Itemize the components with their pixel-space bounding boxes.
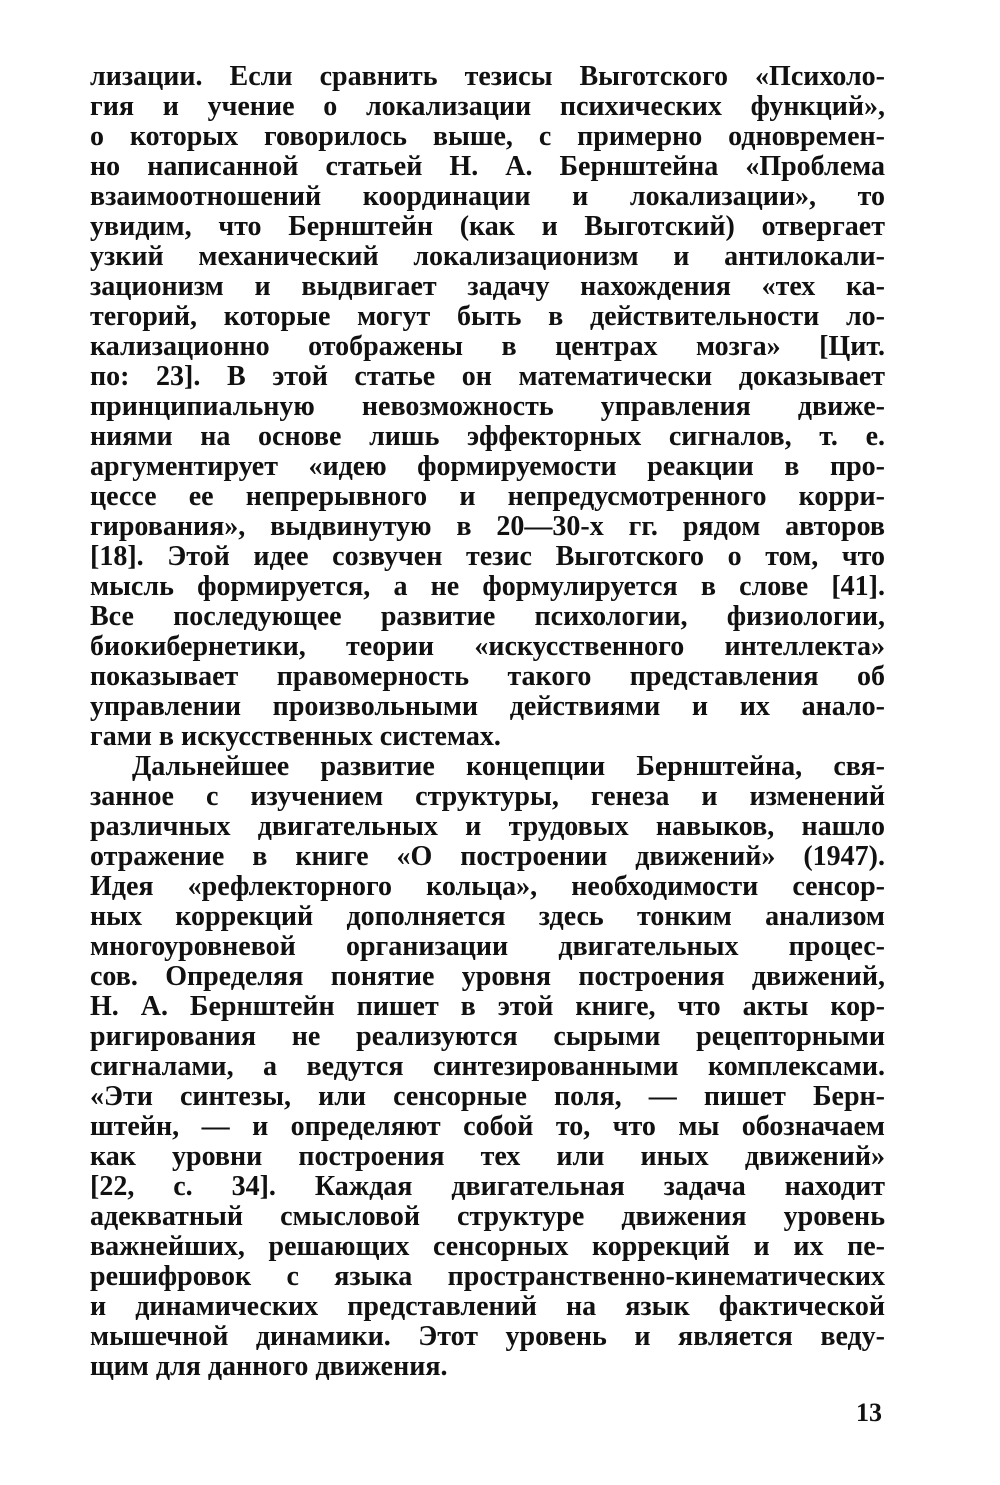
text-line: многоуровневой организации двигательных процес-: [90, 931, 885, 962]
text-line: но написанной статьей Н. А. Бернштейна «Проблема: [90, 151, 885, 182]
text-line: адекватный смысловой структуре движения уровень: [90, 1201, 885, 1232]
text-line: аргументирует «идею формируемости реакции в про-: [90, 451, 885, 482]
text-line: гирования», выдвинутую в 20—30-х гг. рядом авторов: [90, 511, 885, 542]
text-line: принципиальную невозможность управления движе-: [90, 391, 885, 422]
text-line: [22, с. 34]. Каждая двигательная задача находит: [90, 1171, 885, 1202]
text-line: щим для данного движения.: [90, 1351, 448, 1382]
text-line: ных коррекций дополняется здесь тонким анализом: [90, 901, 885, 932]
text-line: лизации. Если сравнить тезисы Выготского «Психоло-: [90, 61, 885, 92]
text-line: различных двигательных и трудовых навыков, нашло: [90, 811, 885, 842]
text-line: увидим, что Бернштейн (как и Выготский) отвергает: [90, 211, 885, 242]
text-line: показывает правомерность такого представления об: [90, 661, 885, 692]
text-line: отражение в книге «О построении движений» (1947).: [90, 841, 885, 872]
text-line: сигналами, а ведутся синтезированными комплексами.: [90, 1051, 885, 1082]
text-line: сов. Определяя понятие уровня построения движений,: [90, 961, 885, 992]
text-line: штейн, — и определяют собой то, что мы обозначаем: [90, 1111, 885, 1142]
text-line: тегорий, которые могут быть в действительности ло-: [90, 301, 885, 332]
text-line: Все последующее развитие психологии, физиологии,: [90, 601, 885, 632]
text-line: Идея «рефлекторного кольца», необходимости сенсор-: [90, 871, 885, 902]
paragraph-1: [90, 62, 885, 752]
paragraph-2: [90, 752, 885, 1382]
text-line: по: 23]. В этой статье он математически доказывает: [90, 361, 885, 392]
text-line: как уровни построения тех или иных движений»: [90, 1141, 885, 1172]
text-line: гами в искусственных системах.: [90, 721, 501, 752]
text-line: «Эти синтезы, или сенсорные поля, — пишет Берн-: [90, 1081, 885, 1112]
text-line: гия и учение о локализации психических функций»,: [90, 91, 885, 122]
text-line: ригирования не реализуются сырыми рецепторными: [90, 1021, 885, 1052]
text-line: занное с изучением структуры, генеза и изменений: [90, 781, 885, 812]
text-line: и динамических представлений на язык фактической: [90, 1291, 885, 1322]
text-line: биокибернетики, теории «искусственного интеллекта»: [90, 631, 885, 662]
text-line: узкий механический локализационизм и антилокали-: [90, 241, 885, 272]
text-line: важнейших, решающих сенсорных коррекций и их пе-: [90, 1231, 885, 1262]
text-line: мышечной динамики. Этот уровень и является веду-: [90, 1321, 885, 1352]
page-number: 13: [856, 1398, 882, 1427]
text-line: Н. А. Бернштейн пишет в этой книге, что акты кор-: [90, 991, 885, 1022]
text-line: цессе ее непрерывного и непредусмотренного корри-: [90, 481, 885, 512]
text-line: мысль формируется, а не формулируется в слове [41].: [90, 571, 885, 602]
text-line: [18]. Этой идее созвучен тезис Выготского о том, что: [90, 541, 885, 572]
text-line: зационизм и выдвигает задачу нахождения «тех ка-: [90, 271, 885, 302]
text-line: взаимоотношений координации и локализации», то: [90, 181, 885, 212]
text-line: о которых говорилось выше, с примерно одновремен-: [90, 121, 885, 152]
body-text: [90, 62, 885, 1382]
text-line: ниями на основе лишь эффекторных сигналов, т. е.: [90, 421, 885, 452]
text-line: Дальнейшее развитие концепции Бернштейна, свя-: [132, 751, 885, 782]
text-line: кализационно отображены в центрах мозга» [Цит.: [90, 331, 885, 362]
text-line: управлении произвольными действиями и их анало-: [90, 691, 885, 722]
text-line: решифровок с языка пространственно-кинематических: [90, 1261, 885, 1292]
